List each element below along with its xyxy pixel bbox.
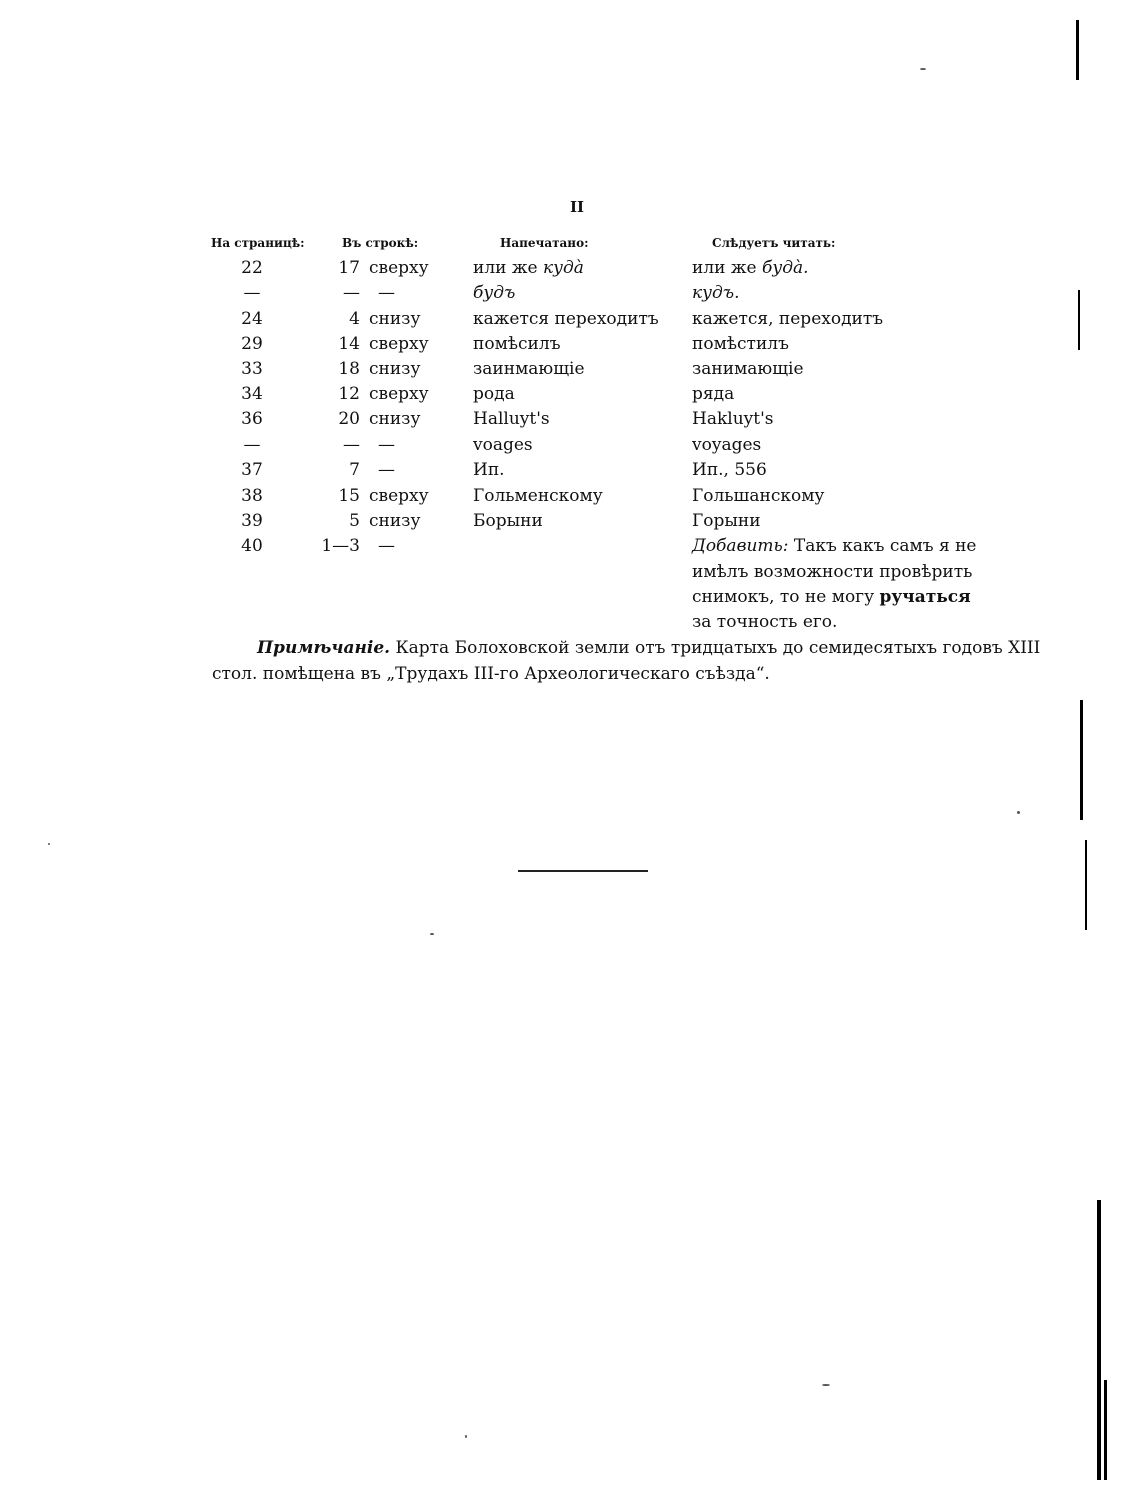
row-printed: Ип. [473,460,505,480]
row-printed: помѣсилъ [473,334,561,354]
row-printed: Halluyt's [473,409,550,429]
row-line: 4 [349,309,360,329]
errata-row [0,309,1140,334]
row-page: — [243,435,261,455]
row-direction: снизу [369,511,421,531]
header-correct: Слѣдуетъ читать: [712,236,836,250]
row-correct: Ип., 556 [692,460,767,480]
scan-edge-mark [1078,290,1080,350]
row-line: 12 [338,384,360,404]
row-correct: кудъ. [692,283,740,303]
scan-edge-mark [1080,700,1083,820]
scan-speck [48,843,50,845]
row-line: 14 [338,334,360,354]
addition-line-2: имѣлъ возможности провѣрить [692,562,973,582]
row-page: 34 [241,384,263,404]
row-page: 40 [241,536,263,556]
row-direction: снизу [369,409,421,429]
row-line: 1—3 [321,536,360,556]
row-line: 18 [338,359,360,379]
row-line: 5 [349,511,360,531]
row-direction: снизу [369,309,421,329]
row-correct: кажется, переходитъ [692,309,884,329]
scan-edge-mark [1085,840,1087,930]
errata-row [0,409,1140,434]
errata-row [0,511,1140,536]
row-direction: — [378,460,395,480]
row-printed: voages [473,435,533,455]
row-correct: помѣстилъ [692,334,789,354]
row-page: 36 [241,409,263,429]
row-line: 7 [349,460,360,480]
row-printed: Гольменскому [473,486,603,506]
row-line: — [343,435,360,455]
errata-row [0,359,1140,384]
errata-row [0,283,1140,308]
row-page: 33 [241,359,263,379]
errata-row [0,435,1140,460]
row-page: 37 [241,460,263,480]
row-correct: или же будà. [692,258,809,278]
row-correct: Hakluyt's [692,409,774,429]
row-correct: занимающіе [692,359,804,379]
row-correct: Горыни [692,511,761,531]
row-line: 17 [338,258,360,278]
scan-speck [465,1435,467,1438]
row-printed: кажется переходитъ [473,309,659,329]
row-direction: сверху [369,384,429,404]
row-correct: voyages [692,435,762,455]
row-correct: ряда [692,384,735,404]
errata-row [0,486,1140,511]
header-line: Въ строкѣ: [342,236,419,250]
scan-speck [822,1384,830,1386]
errata-row [0,460,1140,485]
scan-edge-mark [1076,20,1079,80]
row-direction: снизу [369,359,421,379]
row-printed: заинмающіе [473,359,585,379]
row-direction: сверху [369,486,429,506]
scan-edge-mark [1097,1200,1101,1480]
note-line-2: стол. помѣщена въ „Трудахъ III-го Археологическаго съѣзда“. [212,664,770,684]
row-line: 15 [338,486,360,506]
scan-edge-mark [1104,1380,1107,1480]
row-page: 24 [241,309,263,329]
row-correct: Гольшанскому [692,486,825,506]
row-line: 20 [338,409,360,429]
row-direction: сверху [369,258,429,278]
errata-row [0,384,1140,409]
note-line-1: Примѣчаніе. Карта Болоховской земли отъ тридцатыхъ до семидесятыхъ годовъ XIII [257,638,1041,658]
row-page: 39 [241,511,263,531]
row-printed: Борыни [473,511,543,531]
addition-line-1: Добавить: Такъ какъ самъ я не [692,536,977,556]
scan-speck [430,933,434,935]
row-printed: рода [473,384,515,404]
row-page: 38 [241,486,263,506]
closing-rule [518,870,648,872]
row-page: — [243,283,261,303]
scan-speck [1017,811,1020,814]
errata-row [0,334,1140,359]
row-printed: или же кудà [473,258,584,278]
addition-line-3: снимокъ, то не могу ручаться [692,587,971,607]
page-number: II [570,198,585,216]
row-direction: — [378,435,395,455]
row-direction: — [378,283,395,303]
row-direction: сверху [369,334,429,354]
row-line: — [343,283,360,303]
header-printed: Напечатано: [500,236,589,250]
errata-row [0,258,1140,283]
header-page: На страницѣ: [211,236,305,250]
row-direction: — [378,536,395,556]
addition-line-4: за точность его. [692,612,838,632]
row-page: 29 [241,334,263,354]
scan-speck [920,68,926,70]
row-printed: будъ [473,283,516,303]
row-page: 22 [241,258,263,278]
